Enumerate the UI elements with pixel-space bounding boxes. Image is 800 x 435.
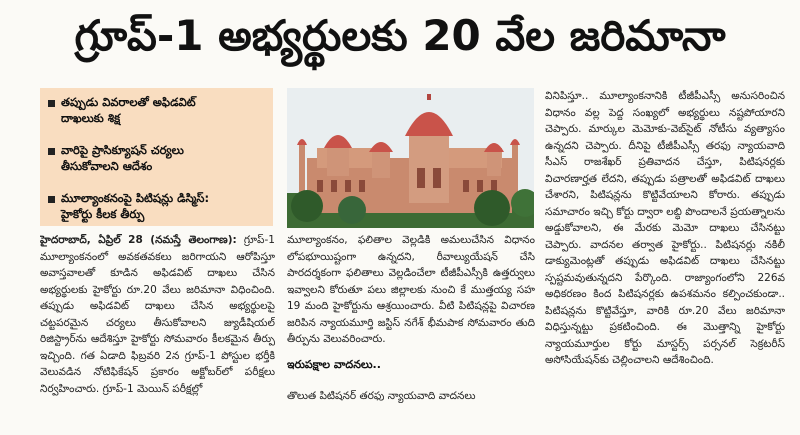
article-column-1 [40, 232, 275, 432]
highlight-text: మూల్యాంకనంపై పిటిషన్లు డిస్మిస్: హైకోర్టు కీలక తీర్పు [61, 191, 210, 221]
highlight-text: వారిపై ప్రాసిక్యూషన్ చర్యలు తీసుకోవాలని ఆదేశం [61, 143, 184, 173]
square-bullet-icon [48, 148, 55, 155]
high-court-building-photo [287, 88, 534, 228]
headline: గ్రూప్-1 అభ్యర్థులకు 20 వేల జరిమానా [74, 11, 726, 60]
dateline: హైదరాబాద్, ఏప్రిల్ 28 (నమస్తే తెలంగాణ): [40, 234, 237, 246]
square-bullet-icon [48, 196, 55, 203]
article-column-2: మూల్యాంకనం, ఫలితాల వెల్లడికి అమలుచేసిన విధానం లోపభూయిష్టంగా ఉన్నదని, రీవాల్యుయేషన్ చేసి పారదర్శకంగా ఫలితాలు వెల్లడించేలా టీజీపీఎస్సీకి ఉత్తర్వులు ఇవ్వాలని కోరుతూ పలు జిల్లాలకు నుంచి కే ముత్తయ్య సహ 19 మంది హైకోర్టును ఆశ్రయించారు. వీటి పిటిషన్లపై విచారణ జరిపిన న్యాయమూర్తి జస్టిస్ నగేశ్ భీమపాక సోమవారం తుది తీర్పును వెలువరించారు. [287, 234, 535, 345]
article-column-2-continued: తొలుత పిటిషనర్ తరఫు న్యాయవాది వాదనలు [287, 390, 476, 402]
highlight-item [48, 190, 267, 222]
highlight-item [48, 142, 267, 174]
section-subheading: ఇరుపక్షాల వాదనలు.. [287, 358, 381, 371]
highlight-item [48, 94, 267, 126]
square-bullet-icon [48, 100, 55, 107]
highlights-box [40, 88, 273, 226]
article-column-3: వినిపిస్తూ.. మూల్యాంకనానికి టీజీపీఎస్సీ అనుసరించిన విధానం వల్ల పెద్ద సంఖ్యలో అభ్యర్థులు నష్టపోయారని చెప్పారు. మార్కుల మెమోకు-వెబ్‌సైట్ నోటీసు వ్యత్యాసం ఉన్నదని చెప్పారు. దీనిపై టీజీపీఎస్సీ తరఫు న్యాయవాది సీఎస్ రాజశేఖర్ ప్రతివాదన చేస్తూ, పిటిషనర్లకు విచారణార్హత లేదని, తప్పుడు పత్రాలతో అఫిడవిట్ దాఖలు చేశారని, పిటిషన్లను కొట్టివేయాలని కోరారు. తప్పుడు సమాచారం ఇచ్చి కోర్టు ద్వారా లబ్ధి పొందాలనే ప్రయత్నాలను అడ్డుకోవాలని, ఈ మేరకు మెమో దాఖలు చేసినట్టు చెప్పారు. వాదనల తర్వాత హైకోర్టు.. పిటిషనర్లు నకిలీ డాక్యుమెంట్లతో తప్పుడు అఫిడవిట్ దాఖలు చేసినట్టు స్పష్టమవుతున్నదని పేర్కొంది. రాజ్యాంగంలోని 226వ అధికరణం కింద పిటిషనర్లకు ఉపశమనం కల్పించకుండా.. పిటిషన్లను కొట్టివేస్తూ, వారికి రూ.20 వేలు జరిమానా విధిస్తున్నట్టు ప్రకటించింది. ఈ మొత్తాన్ని హైకోర్టు న్యాయమూర్తుల కోర్టు మాస్టర్స్ పర్సనల్ సెక్రటరీస్ అసోసియేషన్‌కు చెల్లించాలని ఆదేశించింది. [545, 90, 785, 366]
highlight-text: తప్పుడు వివరాలతో అఫిడవిట్ దాఖలుకు శిక్ష [61, 95, 196, 125]
article-body-text: గ్రూప్-1 మూల్యాంకనంలో అవకతవకలు జరిగాయని ఆరోపిస్తూ అవాస్తవాలతో కూడిన అఫిడవిట్ దాఖలు చేసిన అభ్యర్థులకు హైకోర్టు రూ.20 వేలు జరిమానా విధించింది. తప్పుడు అఫిడవిట్ దాఖలు చేసిన అభ్యర్థులపై చట్టపరమైన చర్యలు తీసుకోవాలని జ్యుడీషియల్ రిజిస్ట్రార్‌ను ఆదేశిస్తూ హైకోర్టు సోమవారం కీలకమైన తీర్పు ఇచ్చింది. గత ఏడాది ఫిబ్రవరి 2న గ్రూప్-1 పోస్టుల భర్తీకి వెలువడిన నోటిఫికేషన్ ప్రకారం అక్టోబర్‌లో పరీక్షలు నిర్వహించారు. గ్రూప్-1 మెయిన్ పరీక్షల్లో [40, 234, 275, 395]
